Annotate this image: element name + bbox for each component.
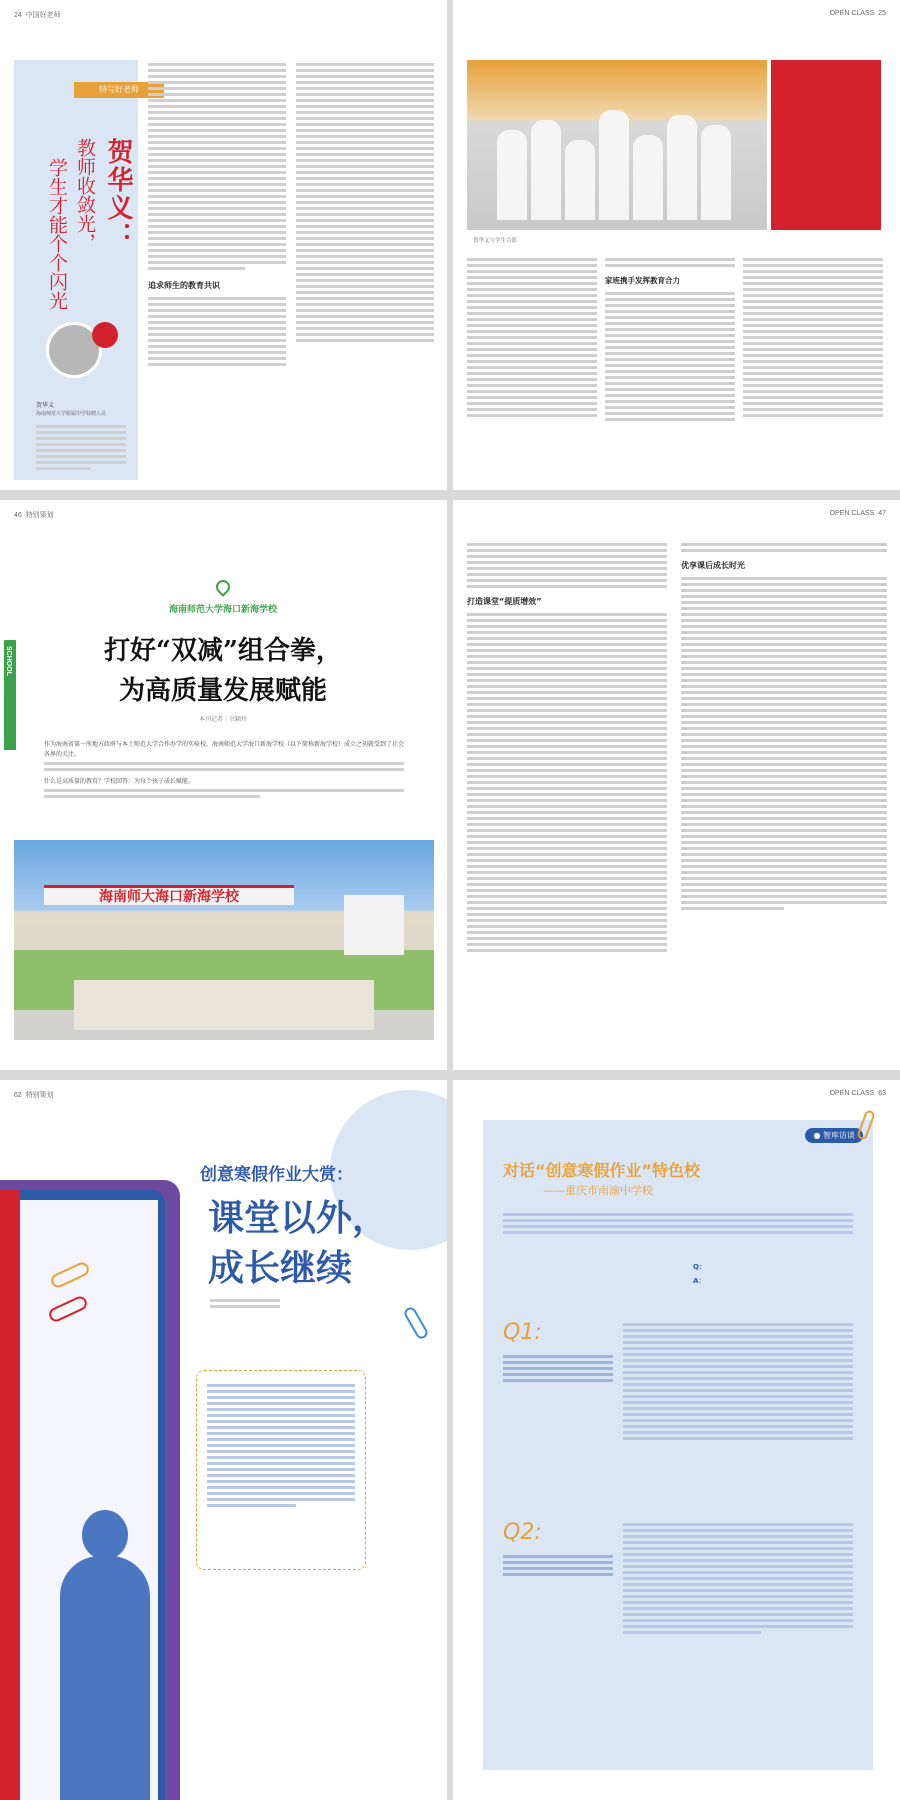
text-column-left xyxy=(467,540,667,955)
question-1-text xyxy=(503,1352,613,1385)
article-subtitle-1: 教师收敛光， xyxy=(74,138,96,252)
answer-2 xyxy=(623,1520,853,1637)
byline-lines xyxy=(210,1296,280,1311)
section-heading: 打造课堂“提质增效” xyxy=(467,597,542,606)
text-column-1 xyxy=(148,60,286,369)
red-accent-strip xyxy=(771,60,881,230)
section-heading: 优享课后成长时光 xyxy=(681,561,745,570)
page-number: 24 xyxy=(14,12,22,19)
intro-text xyxy=(503,1210,853,1237)
campus-photo xyxy=(14,840,434,1040)
school-sign-text: 海南师大海口新海学校 xyxy=(99,889,239,905)
feature-title: 创意寒假作业大赏： xyxy=(200,1165,353,1185)
question-1: Q1: xyxy=(503,1320,542,1345)
page-47 xyxy=(453,500,900,1070)
author-bio: 海南师范大学附属中学特聘人员 xyxy=(36,411,107,417)
author-avatar-accent xyxy=(92,322,118,348)
text-column-3 xyxy=(467,255,597,420)
person-icon: ● xyxy=(813,1131,821,1140)
intro-paragraph: 作为海南省第一所地方政府与本土师范大学合作办学的实验校，海南师范大学海口新海学校（以下简称新海学校）成立之初就受到了社会各界的关注。 什么是高质量的教育？学校回答：为每个孩子成长赋能。 xyxy=(44,740,404,801)
page-header: 62 特别策划 xyxy=(14,1092,54,1099)
page-number: 47 xyxy=(878,510,886,517)
headline-line-1: 打好“双减”组合拳， xyxy=(104,636,342,666)
school-sidebar: SCHOOL xyxy=(4,640,16,750)
dialog-title: 对话“创意寒假作业”特色校 xyxy=(503,1161,701,1180)
headline-line-2: 为高质量发展赋能 xyxy=(118,676,327,706)
school-name: 海南师范大学海口新海学校 xyxy=(168,605,277,615)
page-number: 63 xyxy=(878,1090,886,1097)
page-header: OPEN CLASS 25 xyxy=(829,10,886,17)
byline: 本刊记者｜余颖玲 xyxy=(198,716,247,723)
page-number: 46 xyxy=(14,512,22,519)
page-header: 46 特别策划 xyxy=(14,512,54,519)
page-header: 24 中国好老师 xyxy=(14,12,61,19)
article-subtitle-2: 学生才能个个闪光 xyxy=(46,158,68,310)
question-2-text xyxy=(503,1552,613,1579)
page-24 xyxy=(0,0,447,490)
dialog-subtitle: ——重庆市南渝中学校 xyxy=(543,1184,653,1197)
text-column-4 xyxy=(605,255,735,424)
interview-panel xyxy=(483,1120,873,1770)
author-bio-lines xyxy=(36,422,126,473)
page-header: OPEN CLASS 63 xyxy=(829,1090,886,1097)
feature-headline-1: 课堂以外， xyxy=(208,1198,389,1239)
interview-badge: ● 智库访谈 xyxy=(805,1128,863,1143)
text-column-2 xyxy=(296,60,434,345)
page-header: OPEN CLASS 47 xyxy=(829,510,886,517)
author-name: 贺华义 xyxy=(36,402,55,409)
page-number: 62 xyxy=(14,1092,22,1099)
feature-headline-2: 成长继续 xyxy=(208,1248,353,1289)
text-column-right xyxy=(681,540,887,913)
student-silhouette xyxy=(50,1510,160,1800)
group-photo xyxy=(467,60,767,230)
paperclip-icon xyxy=(402,1305,429,1340)
text-column-5 xyxy=(743,255,883,420)
page-46 xyxy=(0,500,447,1070)
page-62 xyxy=(0,1080,447,1800)
profile-panel xyxy=(14,60,138,480)
section-heading: 追求师生的教育共识 xyxy=(148,281,220,290)
answer-1 xyxy=(623,1320,853,1443)
notebook-spine xyxy=(0,1190,20,1800)
page-number: 25 xyxy=(878,10,886,17)
column-tag: 特写好老师 xyxy=(74,82,164,98)
qa-legend: Q： A： xyxy=(693,1263,706,1285)
section-heading: 家班携手发挥教育合力 xyxy=(605,276,680,285)
location-pin-icon xyxy=(213,577,233,597)
article-title: 贺华义： xyxy=(103,138,133,250)
question-2: Q2: xyxy=(503,1520,542,1545)
page-63 xyxy=(453,1080,900,1800)
photo-caption: 贺华义与学生合影 xyxy=(473,238,518,244)
page-25 xyxy=(453,0,900,490)
intro-box xyxy=(196,1370,366,1570)
